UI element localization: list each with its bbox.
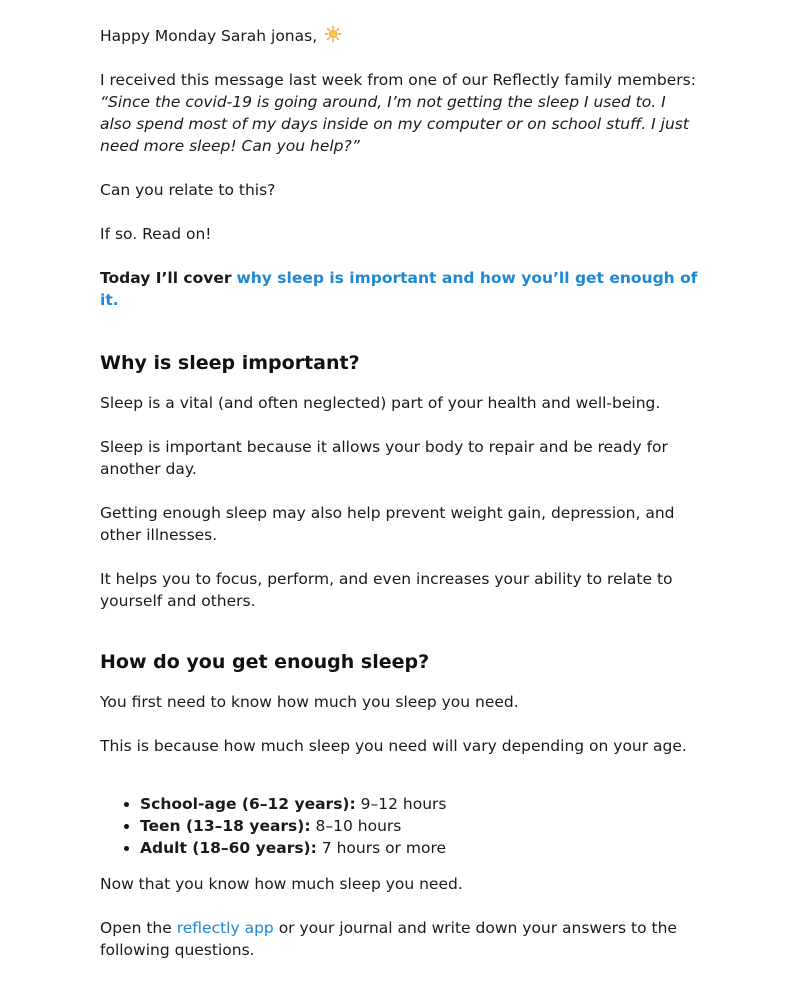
- paragraph: Now that you know how much sleep you need.: [100, 875, 463, 893]
- list-item-label: Teen (13–18 years):: [140, 817, 311, 835]
- section-heading-why-sleep: Why is sleep important?: [100, 352, 360, 374]
- greeting: [100, 25, 700, 47]
- list-item: [100, 815, 700, 837]
- list-item-value: 8–10 hours: [315, 817, 402, 835]
- member-quote: “Since the covid-19 is going around, I’m not getting the sleep I used to. I also spend most of my days inside on my computer or on school stuff. I just need more sleep! Can you help?”: [100, 93, 689, 155]
- paragraph: This is because how much sleep you need will vary depending on your age.: [100, 737, 687, 755]
- cover-prefix: Today I’ll cover: [100, 269, 232, 287]
- relate-line: Can you relate to this?: [100, 181, 276, 199]
- list-item-label: School-age (6–12 years):: [140, 795, 356, 813]
- open-app-paragraph: [100, 917, 700, 961]
- intro-line: I received this message last week from one of our Reflectly family members:: [100, 71, 696, 89]
- list-item: [100, 837, 700, 859]
- read-on-line: If so. Read on!: [100, 225, 212, 243]
- reflectly-app-link[interactable]: reflectly app: [176, 919, 274, 937]
- intro-paragraph: [100, 69, 700, 157]
- open-suffix: or your journal and write down your answers to the following questions.: [100, 919, 677, 959]
- sleep-hours-list: [100, 793, 700, 859]
- paragraph: You first need to know how much you sleep you need.: [100, 693, 519, 711]
- list-item-label: Adult (18–60 years):: [140, 839, 317, 857]
- list-item-value: 7 hours or more: [321, 839, 447, 857]
- section-heading-how-sleep: How do you get enough sleep?: [100, 651, 430, 673]
- paragraph: Getting enough sleep may also help prevent weight gain, depression, and other illnesses.: [100, 504, 675, 544]
- open-prefix: Open the: [100, 919, 172, 937]
- sun-icon: [324, 25, 342, 43]
- paragraph: Sleep is a vital (and often neglected) part of your health and well-being.: [100, 394, 661, 412]
- paragraph: Sleep is important because it allows your body to repair and be ready for another day.: [100, 438, 668, 478]
- cover-line: [100, 267, 700, 311]
- paragraph: It helps you to focus, perform, and even increases your ability to relate to yourself and others.: [100, 570, 673, 610]
- list-item-value: 9–12 hours: [360, 795, 447, 813]
- list-item: [100, 793, 700, 815]
- cover-link[interactable]: why sleep is important and how you’ll get enough of it.: [100, 269, 698, 309]
- greeting-text: Happy Monday Sarah jonas,: [100, 27, 318, 45]
